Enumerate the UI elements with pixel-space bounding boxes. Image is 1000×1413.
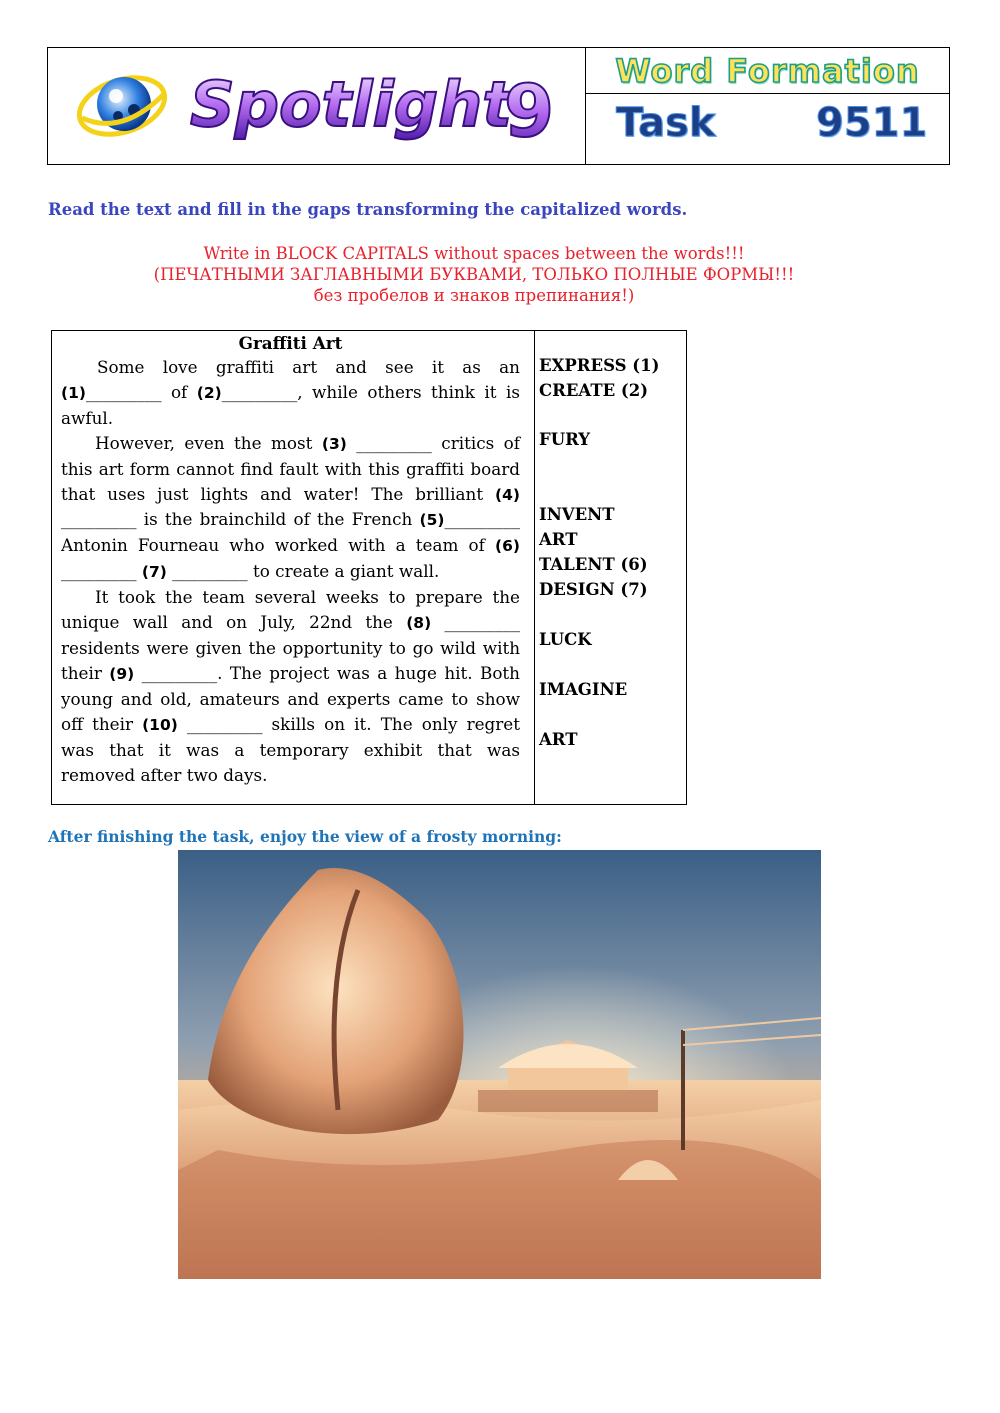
task-label: Task (616, 100, 716, 146)
keyword-design: DESIGN (7) (539, 580, 648, 599)
gap-number-8: (8) (406, 614, 432, 633)
gap-number-6: (6) (495, 537, 520, 556)
keyword-fury: FURY (539, 430, 591, 449)
p3-text-1: It took the team several weeks to prepare the unique wall and on July, 22nd the (61, 587, 520, 633)
main-instruction: Read the text and fill in the gaps transforming the capitalized words. (48, 200, 688, 219)
text-title: Graffiti Art (238, 333, 343, 353)
keyword-imagine: IMAGINE (539, 680, 628, 699)
capitals-note (48, 243, 900, 306)
p1-text-1: Some love graffiti art and see it as an (97, 357, 520, 377)
keyword-luck: LUCK (539, 630, 592, 649)
gap-number-4: (4) (495, 485, 520, 504)
p1-text-3: _________, while others think it is awful. (61, 381, 520, 428)
keyword-art: ART (539, 530, 578, 549)
spotlight-wordmark (186, 58, 512, 154)
keyword-express: EXPRESS (1) (539, 356, 660, 375)
p2-text-1: However, even the most (95, 432, 322, 453)
keyword-create: CREATE (2) (539, 381, 649, 400)
text-column (52, 331, 535, 804)
gap-number-3: (3) (321, 434, 347, 453)
keyword-art-2: ART (539, 730, 578, 749)
globe-logo-icon (76, 66, 168, 144)
note-line-3: без пробелов и знаков препинания!) (313, 286, 635, 305)
gap-number-7: (7) (141, 563, 167, 582)
after-task-caption: After finishing the task, enjoy the view of a frosty morning: (48, 827, 562, 846)
paragraph-1 (61, 355, 520, 431)
keyword-column (535, 331, 686, 804)
note-line-1: Write in BLOCK CAPITALS without spaces between the words!!! (203, 244, 745, 263)
svg-text:9: 9 (504, 69, 555, 153)
word-formation-table (51, 330, 687, 805)
gap-number-5: (5) (419, 511, 445, 530)
gap-number-10: (10) (142, 715, 178, 734)
paragraph-2 (61, 431, 520, 585)
worksheet-header (47, 47, 950, 165)
gap-number-2: (2) (196, 383, 222, 402)
p2-text-6: _________ to create a giant wall. (166, 561, 440, 582)
section-title-cell (586, 48, 949, 94)
keyword-invent: INVENT (539, 505, 615, 524)
paragraph-3 (61, 585, 520, 787)
keyword-talent: TALENT (6) (539, 555, 648, 574)
spotlight-logo-cell (48, 48, 586, 164)
svg-text:Spotlight: Spotlight (190, 68, 512, 141)
task-info-cell (586, 48, 949, 164)
p1-text-2: _________ of (85, 381, 197, 402)
task-number: 9511 (816, 100, 928, 146)
p3-text-4: _________ skills on it. The only regret was that it was a temporary exhibit that was removed after two days. (61, 713, 520, 785)
p3-text-2: _________ residents were given the opportunity to go wild with their (61, 612, 520, 683)
p3-text-3: _________. The project was a huge hit. Both young and old, amateurs and experts came to show off their (61, 662, 520, 734)
p2-text-2: _________ critics of this art form cannot find fault with this graffiti board that uses just lights and water! The brilliant (61, 432, 520, 504)
note-line-2: (ПЕЧАТНЫМИ ЗАГЛАВНЫМИ БУКВАМИ, ТОЛЬКО ПОЛНЫЕ ФОРМЫ!!! (153, 265, 795, 284)
p2-text-3: _________ is the brainchild of the French (61, 509, 420, 530)
gap-number-9: (9) (109, 664, 135, 683)
grade-number-graphic (498, 68, 568, 153)
p2-text-4: _________ Antonin Fourneau who worked with a team of (61, 509, 520, 556)
frosty-morning-photo (178, 850, 821, 1279)
p2-text-5: _________ (61, 561, 142, 582)
gap-number-1: (1) (61, 383, 86, 402)
section-title: Word Formation (615, 51, 920, 90)
task-number-cell (586, 94, 949, 164)
